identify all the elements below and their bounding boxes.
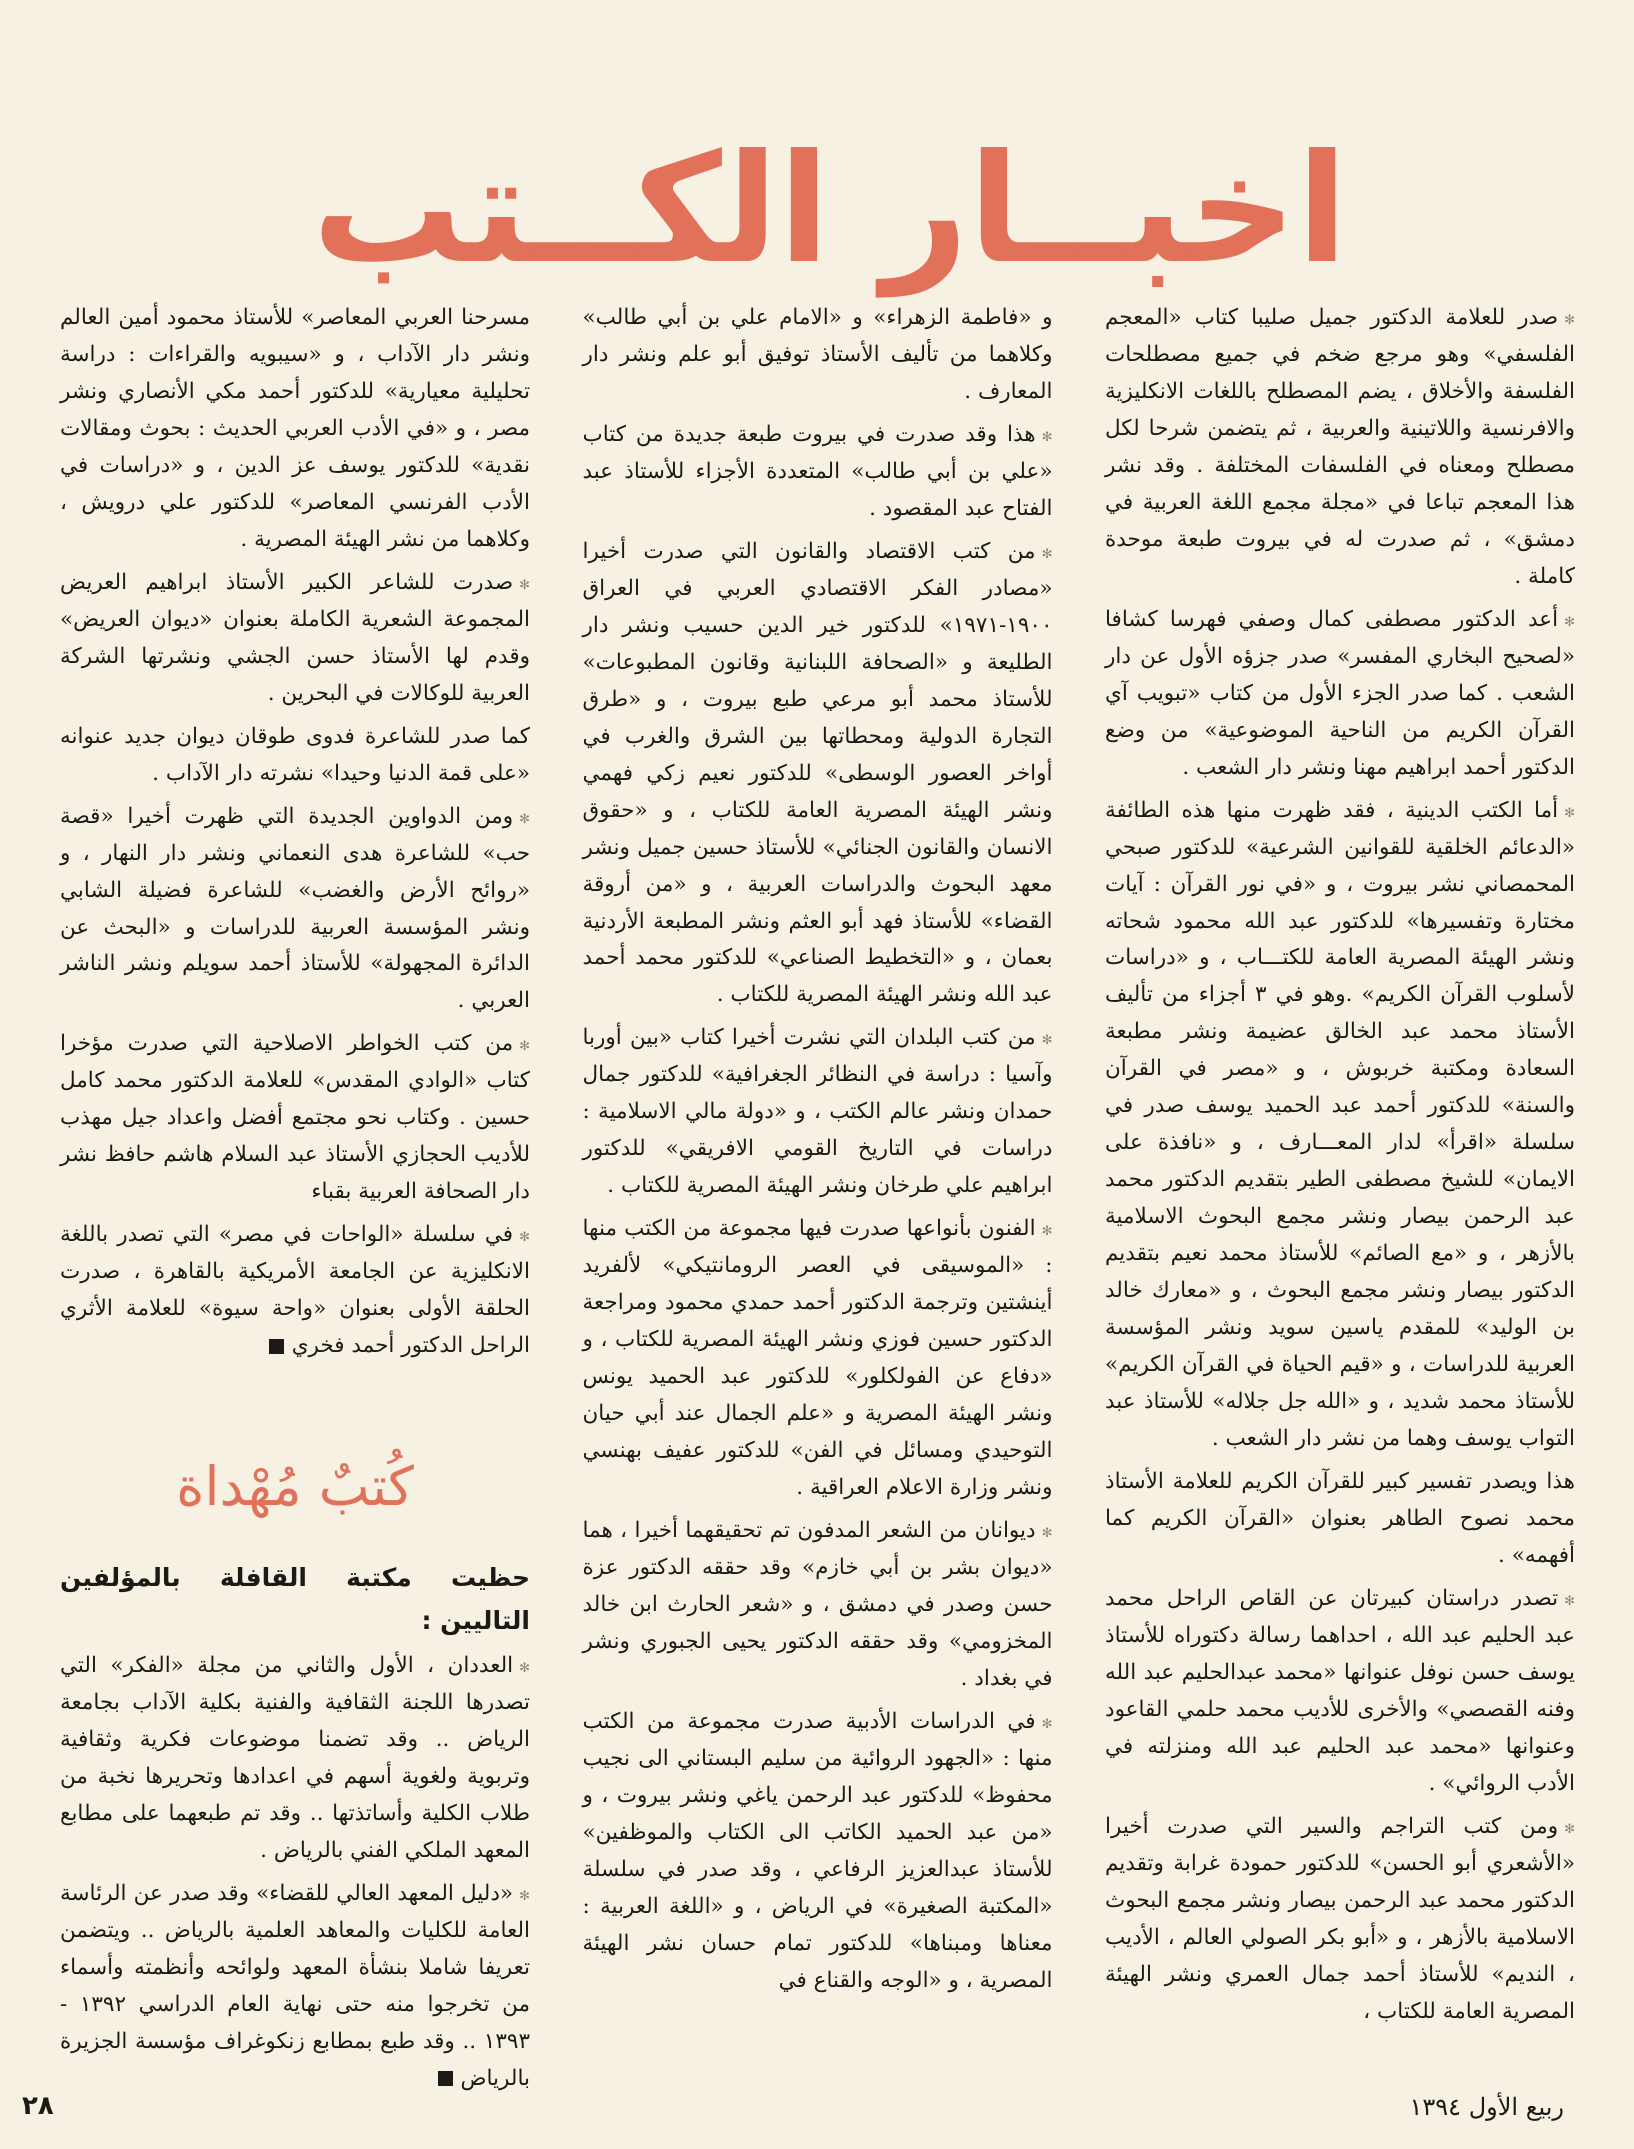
gift-item: ✻العددان ، الأول والثاني من مجلة «الفكر» التي تصدرها اللجنة الثقافية والفنية بكلية الآداب بجامعة الرياض .. وقد تضمنا موضوعات فكرية وثقافية وتربوية ولغوية أسهم في اعدادها وتحريرها نخبة من طلاب الكلية وأساتذتها .. وقد تم طبعهما على مطابع المعهد الملكي الفني بالرياض . (60, 1652, 530, 1863)
news-item: ✻هذا وقد صدرت في بيروت طبعة جديدة من كتاب «علي بن أبي طالب» المتعددة الأجزاء للأستاذ عبد الفتاح عبد المقصود . (582, 421, 1053, 521)
star-icon: ✻ (1564, 1821, 1575, 1837)
star-icon: ✻ (519, 1660, 530, 1676)
end-mark-icon (438, 2071, 453, 2086)
news-item: ✻ديوانان من الشعر المدفون تم تحقيقهما أخيرا ، هما «ديوان بشر بن أبي خازم» وقد حققه الدكتور عزة حسن وصدر في دمشق ، و «شعر الحارث ابن خالد المخزومي» وقد حققه الدكتور يحيى الجبوري ونشر في بغداد . (582, 1518, 1053, 1691)
end-mark-icon (269, 1339, 284, 1354)
masthead (150, 125, 1510, 295)
star-icon: ✻ (1041, 1224, 1053, 1240)
star-icon: ✻ (1041, 1033, 1053, 1049)
star-icon: ✻ (519, 1230, 530, 1246)
gift-item: ✻«دليل المعهد العالي للقضاء» وقد صدر عن الرئاسة العامة للكليات والمعاهد العلمية بالرياض .. ويتضمن تعريفا شاملا بنشأة المعهد ولوائحه وأنظمته وأسماء من تخرجوا منه حتى نهاية العام الدراسي ١٣٩٢ - ١٣٩٣ .. وقد طبع بمطابع زنكوغراف مؤسسة الجزيرة بالرياض (60, 1880, 530, 2091)
star-icon: ✻ (519, 577, 530, 593)
star-icon: ✻ (519, 1039, 530, 1055)
issue-date: ربيع الأول ١٣٩٤ (1409, 2093, 1564, 2121)
star-icon: ✻ (1564, 313, 1575, 328)
page-title: اخبــار الكــتب (312, 123, 1348, 297)
column-right (1105, 300, 1575, 2070)
news-item: ✻صدرت للشاعر الكبير الأستاذ ابراهيم العريض المجموعة الشعرية الكاملة بعنوان «ديوان العريض» وقدم لها الأستاذ حسن الجشي ونشرتها الشركة العربية للوكالات في البحرين . (60, 569, 530, 706)
news-item: مسرحنا العربي المعاصر» للأستاذ محمود أمين العالم ونشر دار الآداب ، و «سيبويه والقراءات : دراسة تحليلية معيارية» للدكتور أحمد مكي الأنصاري ونشر مصر ، و «في الأدب العربي الحديث : بحوث ومقالات نقدية» للدكتور يوسف عز الدين ، و «دراسات في الأدب الفرنسي المعاصر» للدكتور علي درويش ، وكلاهما من نشر الهيئة المصرية . (60, 305, 530, 552)
news-item: كما صدر للشاعرة فدوى طوقان ديوان جديد عنوانه «على قمة الدنيا وحيدا» نشرته دار الآداب . (60, 723, 530, 786)
star-icon: ✻ (1041, 1526, 1053, 1541)
article-columns (60, 300, 1575, 2091)
news-item: ✻من كتب الخواطر الاصلاحية التي صدرت مؤخرا كتاب «الوادي المقدس» للعلامة الدكتور محمد كامل حسين . وكتاب نحو مجتمع أفضل واعداد جيل مهذب للأديب الحجازي الأستاذ عبد السلام هاشم حافظ نشر دار الصحافة العربية بقباء (60, 1031, 530, 1205)
news-item: و «فاطمة الزهراء» و «الامام علي بن أبي طالب» وكلاهما من تأليف الأستاذ توفيق أبو علم ونشر دار المعارف . (582, 305, 1053, 404)
news-item: ✻تصدر دراستان كبيرتان عن القاص الراحل محمد عبد الحليم عبد الله ، احداهما رسالة دكتوراه للأستاذ يوسف حسن نوفل عنوانها «محمد عبدالحليم عبد الله وفنه القصصي» والأخرى للأديب محمد حلمي القاعود وعنوانها «محمد عبد الحليم عبد الله ومنزلته في الأدب الروائي» . (1105, 1585, 1575, 1796)
star-icon: ✻ (1564, 614, 1575, 630)
gifts-subheading: حظيت مكتبة القافلة بالمؤلفين التاليين : (60, 1562, 530, 1635)
gifts-heading: كُتبٌ مُهْداة (176, 1455, 414, 1519)
star-icon: ✻ (519, 811, 530, 827)
news-item: ✻في الدراسات الأدبية صدرت مجموعة من الكتب منها : «الجهود الروائية من سليم البستاني الى نجيب محفوظ» للدكتور عبد الرحمن ياغي ونشر بيروت ، و «من عبد الحميد الكاتب الى الكتاب والموظفين» للأستاذ عبدالعزيز الرفاعي ، وقد صدر في سلسلة «المكتبة الصغيرة» في الرياض ، و «اللغة العربية : معناها ومبناها» للدكتور تمام حسان نشر الهيئة المصرية ، و «الوجه والقناع في (582, 1708, 1053, 1993)
star-icon: ✻ (519, 1888, 530, 1904)
star-icon: ✻ (1041, 546, 1053, 562)
news-item: ✻ومن الدواوين الجديدة التي ظهرت أخيرا «قصة حب» للشاعرة هدى النعماني ونشر دار النهار ، و «روائح الأرض والغضب» للشاعرة فضيلة الشابي ونشر المؤسسة العربية للدراسات و «البحث عن الدائرة المجهولة» للأستاذ أحمد سويلم ونشر الناشر العربي . (60, 803, 530, 1014)
column-middle (583, 300, 1053, 2070)
news-item: ✻ومن كتب التراجم والسير التي صدرت أخيرا «الأشعري أبو الحسن» للدكتور حمودة غرابة وتقديم الدكتور محمد عبد الرحمن بيصار ونشر مجمع البحوث الاسلامية بالأزهر ، و «أبو بكر الصولي العالم ، الأديب ، النديم» للأستاذ أحمد جمال العمري ونشر الهيئة المصرية العامة للكتاب ، (1105, 1813, 1575, 2024)
news-item: ✻في سلسلة «الواحات في مصر» التي تصدر باللغة الانكليزية عن الجامعة الأمريكية بالقاهرة ، صدرت الحلقة الأولى بعنوان «واحة سيوة» للعلامة الأثري الراحل الدكتور أحمد فخري (60, 1222, 530, 1359)
star-icon: ✻ (1564, 1593, 1575, 1609)
news-item: هذا ويصدر تفسير كبير للقرآن الكريم للعلامة الأستاذ محمد نصوح الطاهر بعنوان «القرآن الكريم كما أفهمه» . (1105, 1469, 1575, 1568)
news-item: ✻من كتب الاقتصاد والقانون التي صدرت أخيرا «مصادر الفكر الاقتصادي العربي في العراق ١٩٠٠-١٩٧١» للدكتور خير الدين حسيب ونشر دار الطليعة و «الصحافة اللبنانية وقانون المطبوعات» للأستاذ محمد أبو مرعي طبع بيروت ، و «طرق التجارة الدولية ومحطاتها بين الشرق والغرب في أواخر العصور الوسطى» للدكتور نعيم زكي فهمي ونشر الهيئة المصرية العامة للكتاب ، و «حقوق الانسان والقانون الجنائي» للأستاذ حسين جميل ونشر معهد البحوث والدراسات العربية ، و «من أروقة القضاء» للأستاذ فهد أبو العثم ونشر المطبعة الأردنية بعمان ، و «التخطيط الصناعي» للدكتور محمد أحمد عبد الله ونشر الهيئة المصرية للكتاب . (582, 538, 1053, 1008)
news-item: ✻أعد الدكتور مصطفى كمال وصفي فهرسا كشافا «لصحيح البخاري المفسر» صدر جزؤه الأول عن دار الشعب . كما صدر الجزء الأول من كتاب «تبويب آي القرآن الكريم من الناحية الموضوعية» من وضع الدكتور أحمد ابراهيم مهنا ونشر دار الشعب . (1105, 606, 1575, 780)
star-icon: ✻ (1564, 805, 1575, 821)
star-icon: ✻ (1041, 1716, 1053, 1732)
news-item: ✻صدر للعلامة الدكتور جميل صليبا كتاب «المعجم الفلسفي» وهو مرجع ضخم في جميع مصطلحات الفلسفة والأخلاق ، يضم المصطلح باللغات الانكليزية والافرنسية واللاتينية والعربية ، ثم يتضمن شرحا لكل مصطلح ومعناه في الفلسفات المختلفة . وقد نشر هذا المعجم تباعا في «مجلة مجمع اللغة العربية في دمشق» ، ثم صدرت له في بيروت طبعة موحدة كاملة . (1105, 305, 1575, 589)
news-item: ✻من كتب البلدان التي نشرت أخيرا كتاب «بين أوربا وآسيا : دراسة في النظائر الجغرافية» للدكتور جمال حمدان ونشر عالم الكتب ، و «دولة مالي الاسلامية : دراسات في التاريخ القومي الافريقي» للدكتور ابراهيم علي طرخان ونشر الهيئة المصرية للكتاب . (582, 1025, 1053, 1199)
news-item: ✻أما الكتب الدينية ، فقد ظهرت منها هذه الطائفة «الدعائم الخلقية للقوانين الشرعية» للدكتور صبحي المحمصاني نشر بيروت ، و «في نور القرآن : آيات مختارة وتفسيرها» للدكتور عبد الله محمود شحاته ونشر الهيئة المصرية العامة للكتـــاب ، و «دراسات لأسلوب القرآن الكريم» .وهو في ٣ أجزاء من تأليف الأستاذ محمد عبد الخالق عضيمة ونشر مطبعة السعادة ومكتبة خربوش ، و «مصر في القرآن والسنة» للدكتور أحمد عبد الحميد يوسف صدر في سلسلة «اقرأ» لدار المعـــارف ، و «نافذة على الايمان» للشيخ مصطفى الطير بتقديم الدكتور محمد عبد الرحمن بيصار ونشر مجمع البحوث الاسلامية بالأزهر ، و «مع الصائم» للأستاذ محمد نعيم بتقديم الدكتور بيصار ونشر مجمع البحوث ، و «معارك خالد بن الوليد» للمقدم ياسين سويد ونشر المؤسسة العربية للدراسات ، و «قيم الحياة في القرآن الكريم» للأستاذ محمد شديد ، و «الله جل جلاله» للأستاذ عبد التواب يوسف وهما من نشر دار الشعب . (1105, 797, 1575, 1452)
column-left (60, 300, 530, 2091)
news-item: ✻الفنون بأنواعها صدرت فيها مجموعة من الكتب منها : «الموسيقى في العصر الرومانتيكي» لألفريد أينشتين وترجمة الدكتور أحمد حمدي محمود ومراجعة الدكتور حسين فوزي ونشر الهيئة المصرية للكتاب ، و «دفاع عن الفولكلور» للدكتور عبد الحميد يونس ونشر الهيئة المصرية و «علم الجمال عند أبي حيان التوحيدي ومسائل في الفن» للدكتور عفيف بهنسي ونشر وزارة الاعلام العراقية . (582, 1216, 1053, 1501)
star-icon: ✻ (1041, 429, 1053, 445)
page-number: ٢٨ (22, 2091, 54, 2121)
